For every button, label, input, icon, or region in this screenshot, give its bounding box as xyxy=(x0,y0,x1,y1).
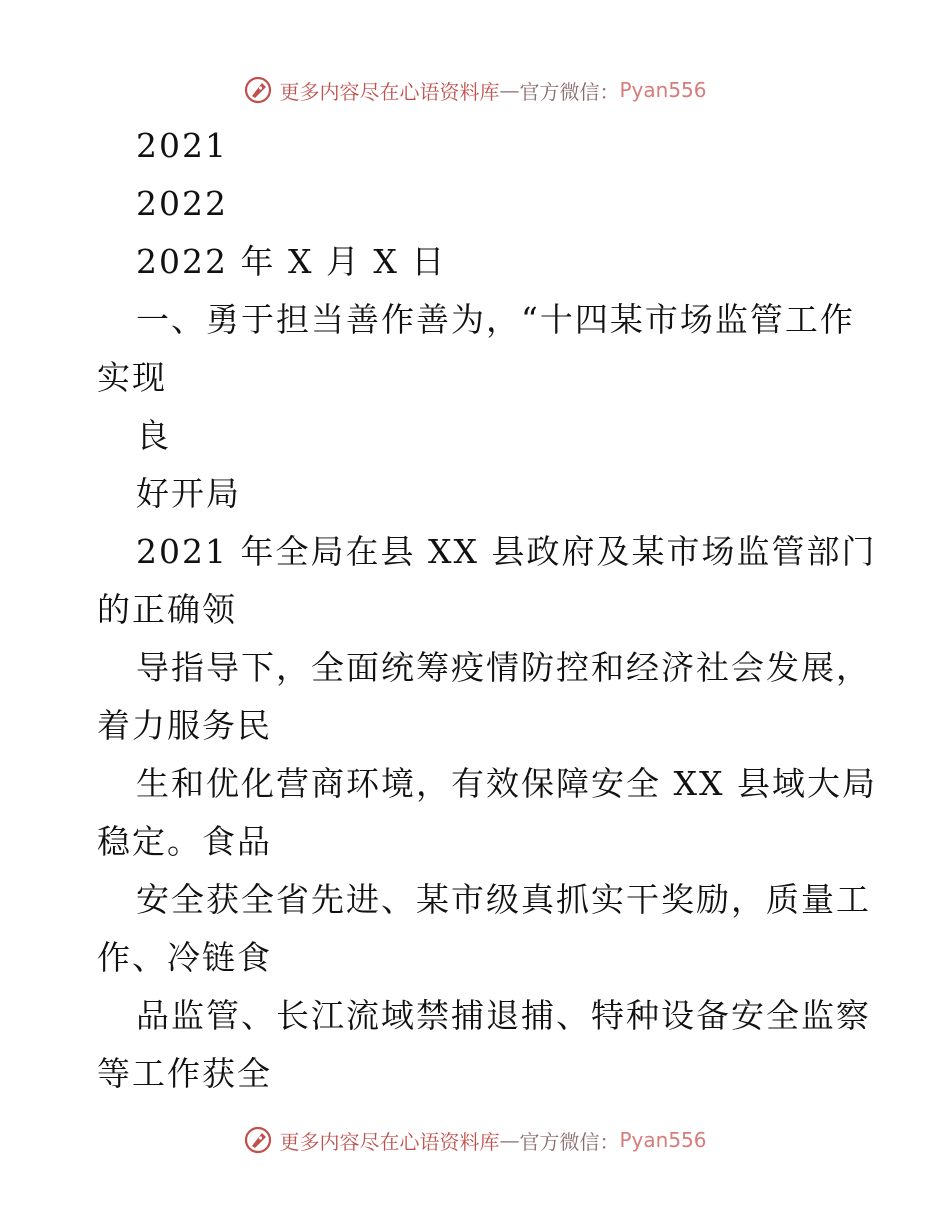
text-line: 实现 xyxy=(97,358,167,397)
text-line: 品监管、长江流域禁捕退捕、特种设备安全监察 xyxy=(136,996,871,1035)
document-body xyxy=(0,117,950,1103)
watermark-separator: — xyxy=(499,78,520,102)
text-line: 等工作获全 xyxy=(97,1054,272,1093)
text-line: 好开局 xyxy=(136,474,241,513)
watermark-wechat-label: 官方微信： xyxy=(519,79,620,104)
watermark-separator: — xyxy=(499,1128,520,1152)
text-line: 生和优化营商环境，有效保障安全 XX 县域大局 xyxy=(136,764,877,803)
text-line: 2022 年 X 月 X 日 xyxy=(136,242,447,281)
watermark-brand-text: 更多内容尽在心语资料库 xyxy=(279,79,500,104)
text-line: 安全获全省先进、某市级真抓实干奖励，质量工 xyxy=(136,880,871,919)
watermark-brand-text: 更多内容尽在心语资料库 xyxy=(279,1129,500,1154)
text-line: 稳定。食品 xyxy=(97,822,272,861)
text-line: 作、冷链食 xyxy=(97,938,272,977)
text-line: 2022 xyxy=(136,184,228,223)
watermark-wechat-id: Pyan556 xyxy=(619,1128,707,1152)
text-line: 2021 年全局在县 XX 县政府及某市场监管部门 xyxy=(136,532,877,571)
text-line: 一、勇于担当善作善为，“十四某市场监管工作 xyxy=(136,300,855,339)
watermark-wechat-label: 官方微信： xyxy=(519,1129,620,1154)
footer-watermark xyxy=(0,1122,950,1158)
watermark-wechat-id: Pyan556 xyxy=(619,78,707,102)
text-line: 良 xyxy=(136,416,171,455)
pen-nib-circle-icon xyxy=(243,1125,273,1155)
text-line: 的正确领 xyxy=(97,590,237,629)
pen-nib-circle-icon xyxy=(243,75,273,105)
header-watermark xyxy=(0,72,950,108)
text-line: 2021 xyxy=(136,126,228,165)
text-line: 着力服务民 xyxy=(97,706,272,745)
text-line: 导指导下，全面统筹疫情防控和经济社会发展， xyxy=(136,648,871,687)
